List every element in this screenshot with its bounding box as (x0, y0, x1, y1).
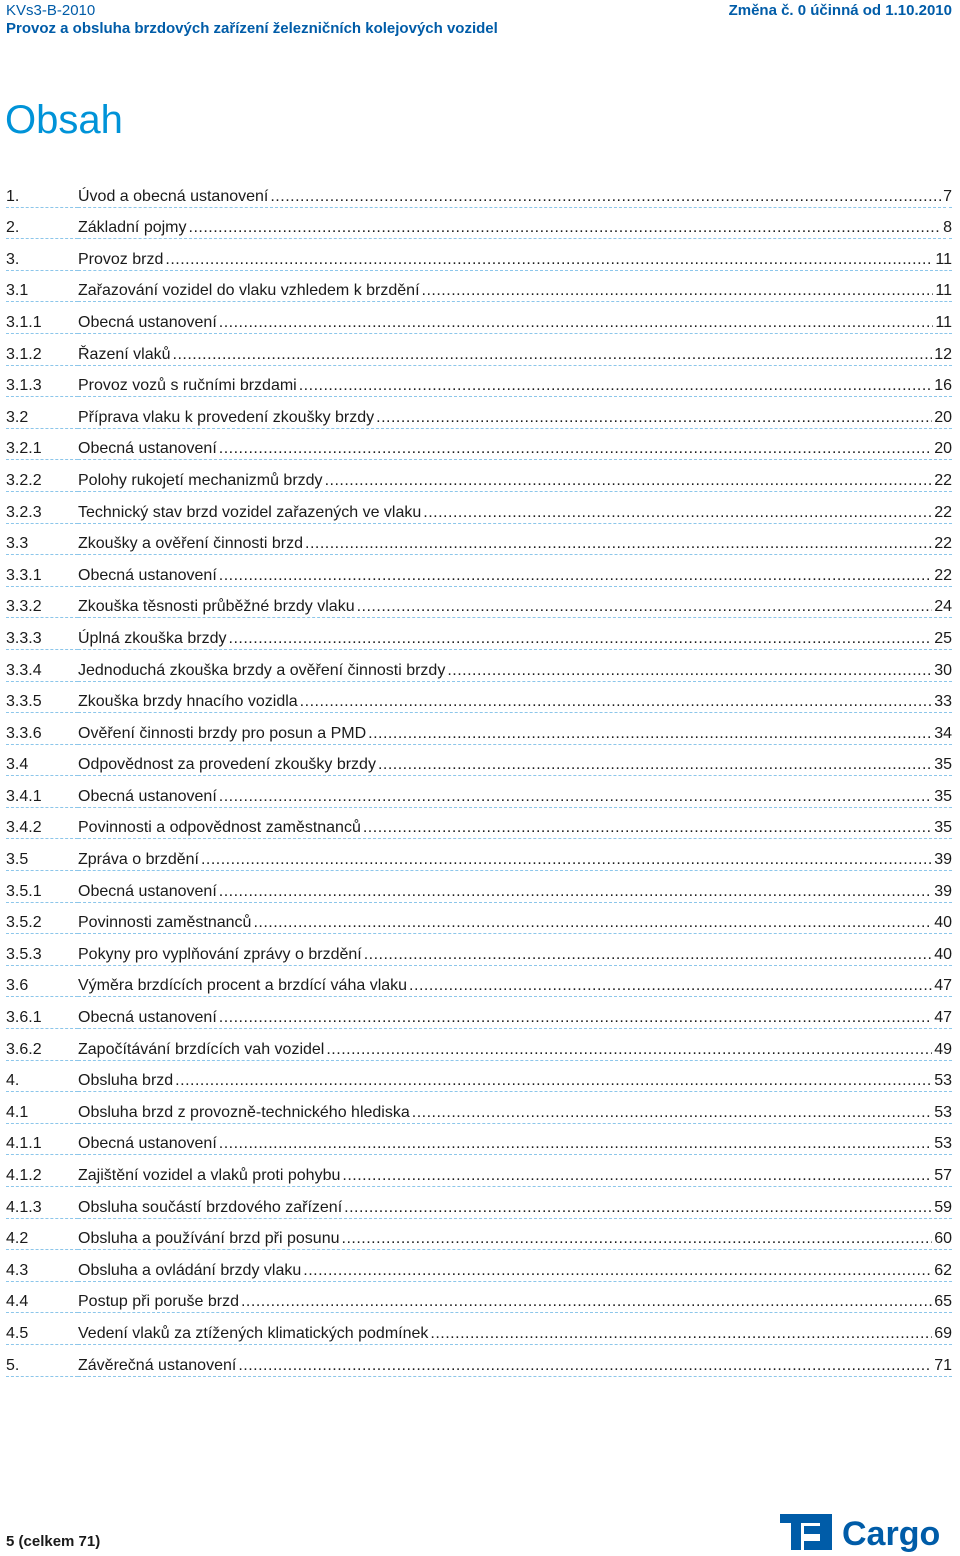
toc-entry[interactable] (6, 688, 952, 720)
toc-entry[interactable] (6, 624, 952, 656)
toc-entry[interactable] (6, 214, 952, 246)
toc-entry-page[interactable]: 59 (934, 1198, 952, 1219)
toc-entry-page[interactable]: 8 (943, 218, 952, 239)
toc-entry-number[interactable]: 3.3.2 (6, 597, 78, 618)
toc-entry-label[interactable]: Obecná ustanovení (78, 313, 217, 334)
toc-dot-leader (447, 661, 932, 682)
toc-dot-leader (378, 755, 932, 776)
toc-entry-number[interactable]: 1. (6, 187, 78, 208)
toc-entry-page[interactable]: 20 (934, 408, 952, 429)
toc-entry-label[interactable]: Pokyny pro vyplňování zprávy o brzdění (78, 945, 362, 966)
toc-entry-page[interactable]: 62 (934, 1261, 952, 1282)
toc-entry-number[interactable]: 3.1.2 (6, 345, 78, 366)
toc-entry[interactable] (6, 909, 952, 941)
toc-entry[interactable] (6, 372, 952, 404)
toc-entry-label[interactable]: Zajištění vozidel a vlaků proti pohybu (78, 1166, 340, 1187)
toc-entry-number[interactable]: 3.2.2 (6, 471, 78, 492)
toc-entry-label[interactable]: Provoz vozů s ručními brzdami (78, 376, 297, 397)
toc-dot-leader (376, 408, 932, 429)
toc-entry-page[interactable]: 35 (934, 818, 952, 839)
toc-entry-number[interactable]: 3.3.3 (6, 629, 78, 650)
toc-entry-page[interactable]: 11 (935, 281, 952, 302)
toc-entry-page[interactable]: 39 (934, 850, 952, 871)
toc-entry-page[interactable]: 57 (934, 1166, 952, 1187)
toc-entry-page[interactable]: 22 (934, 534, 952, 555)
page-number: 5 (celkem 71) (6, 1533, 101, 1550)
toc-entry[interactable] (6, 845, 952, 877)
page-header (6, 0, 952, 44)
toc-dot-leader (342, 1166, 932, 1187)
toc-entry[interactable] (6, 719, 952, 751)
toc-entry[interactable] (6, 182, 952, 214)
toc-entry-number[interactable]: 3. (6, 250, 78, 271)
toc-dot-leader (363, 818, 932, 839)
toc-entry-label[interactable]: Vedení vlaků za ztížených klimatických podmínek (78, 1324, 428, 1345)
toc-entry-number[interactable]: 5. (6, 1356, 78, 1377)
toc-entry-number[interactable]: 3.5 (6, 850, 78, 871)
toc-entry-label[interactable]: Obsluha brzd z provozně-technického hlediska (78, 1103, 410, 1124)
toc-entry[interactable] (6, 1098, 952, 1130)
toc-entry[interactable] (6, 593, 952, 625)
document-title: Provoz a obsluha brzdových zařízení železničních kolejových vozidel (6, 20, 498, 37)
toc-dot-leader (300, 692, 933, 713)
toc-dot-leader (219, 1008, 932, 1029)
logo-wordmark: Cargo (842, 1515, 941, 1552)
toc-entry-number[interactable]: 3.2 (6, 408, 78, 429)
toc-entry-label[interactable]: Odpovědnost za provedení zkoušky brzdy (78, 755, 376, 776)
toc-dot-leader (344, 1198, 932, 1219)
toc-dot-leader (325, 471, 933, 492)
toc-entry[interactable] (6, 403, 952, 435)
toc-entry[interactable] (6, 877, 952, 909)
toc-entry-number[interactable]: 3.3.4 (6, 661, 78, 682)
toc-dot-leader (423, 503, 932, 524)
toc-entry-number[interactable]: 4. (6, 1071, 78, 1092)
toc-entry-page[interactable]: 53 (934, 1103, 952, 1124)
toc-dot-leader (368, 724, 932, 745)
toc-entry[interactable] (6, 940, 952, 972)
toc-entry-number[interactable]: 3.1.3 (6, 376, 78, 397)
toc-entry-number[interactable]: 3.5.3 (6, 945, 78, 966)
toc-entry[interactable] (6, 751, 952, 783)
toc-entry-label[interactable]: Započítávání brzdících vah vozidel (78, 1040, 324, 1061)
toc-entry-number[interactable]: 4.5 (6, 1324, 78, 1345)
toc-entry-page[interactable]: 53 (934, 1071, 952, 1092)
document-code: KVs3-B-2010 (6, 2, 96, 19)
toc-entry-page[interactable]: 71 (934, 1356, 952, 1377)
toc-entry-number[interactable]: 3.1.1 (6, 313, 78, 334)
toc-entry-page[interactable]: 53 (934, 1134, 952, 1155)
toc-dot-leader (219, 1134, 932, 1155)
toc-entry-page[interactable]: 7 (943, 187, 952, 208)
toc-entry-number[interactable]: 4.4 (6, 1292, 78, 1313)
toc-entry-page[interactable]: 47 (934, 976, 952, 997)
toc-entry-number[interactable]: 4.3 (6, 1261, 78, 1282)
toc-entry[interactable] (6, 1288, 952, 1320)
toc-dot-leader (241, 1292, 932, 1313)
toc-dot-leader (422, 281, 934, 302)
toc-dot-leader (238, 1356, 932, 1377)
toc-entry-label[interactable]: Řazení vlaků (78, 345, 171, 366)
toc-entry-number[interactable]: 2. (6, 218, 78, 239)
toc-entry-label[interactable]: Provoz brzd (78, 250, 163, 271)
cargo-logo (780, 1510, 956, 1552)
toc-entry[interactable] (6, 1067, 952, 1099)
toc-entry-number[interactable]: 3.4.1 (6, 787, 78, 808)
toc-entry-label[interactable]: Ověření činnosti brzdy pro posun a PMD (78, 724, 366, 745)
toc-entry-page[interactable]: 11 (935, 250, 952, 271)
toc-dot-leader (364, 945, 933, 966)
toc-entry-page[interactable]: 11 (935, 313, 952, 334)
toc-dot-leader (175, 1071, 932, 1092)
toc-entry[interactable] (6, 1035, 952, 1067)
toc-entry-page[interactable]: 33 (934, 692, 952, 713)
toc-entry[interactable] (6, 340, 952, 372)
toc-entry-number[interactable]: 3.4 (6, 755, 78, 776)
toc-entry[interactable] (6, 1225, 952, 1257)
toc-entry-label[interactable]: Základní pojmy (78, 218, 187, 239)
toc-entry-page[interactable]: 24 (934, 597, 952, 618)
toc-entry-number[interactable]: 4.1.1 (6, 1134, 78, 1155)
toc-entry-page[interactable]: 22 (934, 566, 952, 587)
toc-entry-label[interactable]: Úvod a obecná ustanovení (78, 187, 268, 208)
table-of-contents (6, 182, 952, 1383)
toc-entry-number[interactable]: 3.6.1 (6, 1008, 78, 1029)
toc-entry-number[interactable]: 3.2.3 (6, 503, 78, 524)
toc-dot-leader (299, 376, 932, 397)
toc-entry-page[interactable]: 12 (934, 345, 952, 366)
toc-dot-leader (219, 313, 934, 334)
toc-entry-number[interactable]: 3.3.5 (6, 692, 78, 713)
toc-entry-number[interactable]: 4.2 (6, 1229, 78, 1250)
toc-dot-leader (270, 187, 941, 208)
toc-dot-leader (229, 629, 933, 650)
toc-entry[interactable] (6, 656, 952, 688)
toc-entry-number[interactable]: 4.1.3 (6, 1198, 78, 1219)
toc-dot-leader (430, 1324, 932, 1345)
toc-entry-page[interactable]: 65 (934, 1292, 952, 1313)
toc-entry-label[interactable]: Obsluha součástí brzdového zařízení (78, 1198, 342, 1219)
toc-dot-leader (219, 882, 932, 903)
toc-entry-label[interactable]: Zkouška těsnosti průběžné brzdy vlaku (78, 597, 355, 618)
toc-entry-label[interactable]: Zkouška brzdy hnacího vozidla (78, 692, 298, 713)
toc-entry-number[interactable]: 3.3 (6, 534, 78, 555)
toc-entry-number[interactable]: 3.5.1 (6, 882, 78, 903)
toc-dot-leader (303, 1261, 932, 1282)
toc-dot-leader (412, 1103, 932, 1124)
toc-entry-number[interactable]: 3.6.2 (6, 1040, 78, 1061)
toc-dot-leader (219, 566, 932, 587)
toc-entry-number[interactable]: 3.2.1 (6, 439, 78, 460)
page-title: Obsah (5, 98, 123, 142)
toc-entry-page[interactable]: 47 (934, 1008, 952, 1029)
toc-entry-label[interactable]: Zpráva o brzdění (78, 850, 199, 871)
toc-entry-page[interactable]: 40 (934, 945, 952, 966)
toc-dot-leader (253, 913, 932, 934)
toc-entry-page[interactable]: 35 (934, 755, 952, 776)
toc-entry-label[interactable]: Postup při poruše brzd (78, 1292, 239, 1313)
toc-entry[interactable] (6, 245, 952, 277)
toc-entry-label[interactable]: Polohy rukojetí mechanizmů brzdy (78, 471, 323, 492)
toc-entry[interactable] (6, 466, 952, 498)
toc-entry-number[interactable]: 3.1 (6, 281, 78, 302)
toc-entry-number[interactable]: 4.1 (6, 1103, 78, 1124)
toc-entry[interactable] (6, 1351, 952, 1383)
toc-entry-label[interactable]: Obsluha a ovládání brzdy vlaku (78, 1261, 301, 1282)
toc-entry-label[interactable]: Obecná ustanovení (78, 1134, 217, 1155)
toc-entry-page[interactable]: 25 (934, 629, 952, 650)
toc-entry-label[interactable]: Obsluha brzd (78, 1071, 173, 1092)
toc-entry-page[interactable]: 22 (934, 471, 952, 492)
toc-entry-label[interactable]: Technický stav brzd vozidel zařazených ve vlaku (78, 503, 421, 524)
toc-entry[interactable] (6, 498, 952, 530)
toc-entry-label[interactable]: Povinnosti a odpovědnost zaměstnanců (78, 818, 361, 839)
toc-entry[interactable] (6, 782, 952, 814)
toc-entry-label[interactable]: Jednoduchá zkouška brzdy a ověření činnosti brzdy (78, 661, 445, 682)
toc-entry-number[interactable]: 3.6 (6, 976, 78, 997)
toc-entry-label[interactable]: Závěrečná ustanovení (78, 1356, 236, 1377)
toc-entry-label[interactable]: Povinnosti zaměstnanců (78, 913, 251, 934)
toc-entry[interactable] (6, 1256, 952, 1288)
toc-entry-page[interactable]: 49 (934, 1040, 952, 1061)
toc-dot-leader (342, 1229, 933, 1250)
toc-entry[interactable] (6, 1161, 952, 1193)
toc-entry-page[interactable]: 16 (934, 376, 952, 397)
toc-dot-leader (305, 534, 932, 555)
toc-entry-number[interactable]: 3.3.1 (6, 566, 78, 587)
toc-dot-leader (357, 597, 933, 618)
toc-dot-leader (326, 1040, 932, 1061)
toc-entry-page[interactable]: 35 (934, 787, 952, 808)
revision-note: Změna č. 0 účinná od 1.10.2010 (728, 2, 952, 19)
toc-entry-label[interactable]: Obecná ustanovení (78, 882, 217, 903)
toc-dot-leader (219, 439, 932, 460)
toc-entry[interactable] (6, 972, 952, 1004)
toc-entry-page[interactable]: 20 (934, 439, 952, 460)
toc-entry[interactable] (6, 1003, 952, 1035)
toc-dot-leader (189, 218, 942, 239)
toc-entry[interactable] (6, 561, 952, 593)
toc-entry-label[interactable]: Příprava vlaku k provedení zkoušky brzdy (78, 408, 374, 429)
toc-entry[interactable] (6, 277, 952, 309)
toc-entry-label[interactable]: Výměra brzdících procent a brzdící váha vlaku (78, 976, 407, 997)
toc-dot-leader (165, 250, 933, 271)
toc-entry-page[interactable]: 60 (934, 1229, 952, 1250)
toc-entry[interactable] (6, 814, 952, 846)
toc-entry-number[interactable]: 4.1.2 (6, 1166, 78, 1187)
toc-dot-leader (219, 787, 932, 808)
toc-entry-page[interactable]: 69 (934, 1324, 952, 1345)
toc-dot-leader (173, 345, 933, 366)
toc-entry[interactable] (6, 530, 952, 562)
toc-entry-number[interactable]: 3.4.2 (6, 818, 78, 839)
toc-entry-page[interactable]: 34 (934, 724, 952, 745)
toc-entry[interactable] (6, 435, 952, 467)
toc-entry[interactable] (6, 1319, 952, 1351)
toc-entry[interactable] (6, 308, 952, 340)
toc-entry-label[interactable]: Obecná ustanovení (78, 566, 217, 587)
toc-entry-label[interactable]: Úplná zkouška brzdy (78, 629, 227, 650)
cd-cargo-emblem-icon (780, 1514, 832, 1550)
toc-entry-page[interactable]: 39 (934, 882, 952, 903)
toc-entry-number[interactable]: 3.3.6 (6, 724, 78, 745)
toc-entry-page[interactable]: 40 (934, 913, 952, 934)
toc-entry-label[interactable]: Zkoušky a ověření činnosti brzd (78, 534, 303, 555)
toc-dot-leader (409, 976, 932, 997)
toc-entry-number[interactable]: 3.5.2 (6, 913, 78, 934)
toc-entry[interactable] (6, 1130, 952, 1162)
toc-entry-label[interactable]: Obecná ustanovení (78, 439, 217, 460)
toc-entry[interactable] (6, 1193, 952, 1225)
toc-entry-page[interactable]: 30 (934, 661, 952, 682)
toc-entry-label[interactable]: Obecná ustanovení (78, 1008, 217, 1029)
toc-entry-page[interactable]: 22 (934, 503, 952, 524)
toc-dot-leader (201, 850, 932, 871)
toc-entry-label[interactable]: Obsluha a používání brzd při posunu (78, 1229, 340, 1250)
toc-entry-label[interactable]: Obecná ustanovení (78, 787, 217, 808)
toc-entry-label[interactable]: Zařazování vozidel do vlaku vzhledem k brzdění (78, 281, 420, 302)
